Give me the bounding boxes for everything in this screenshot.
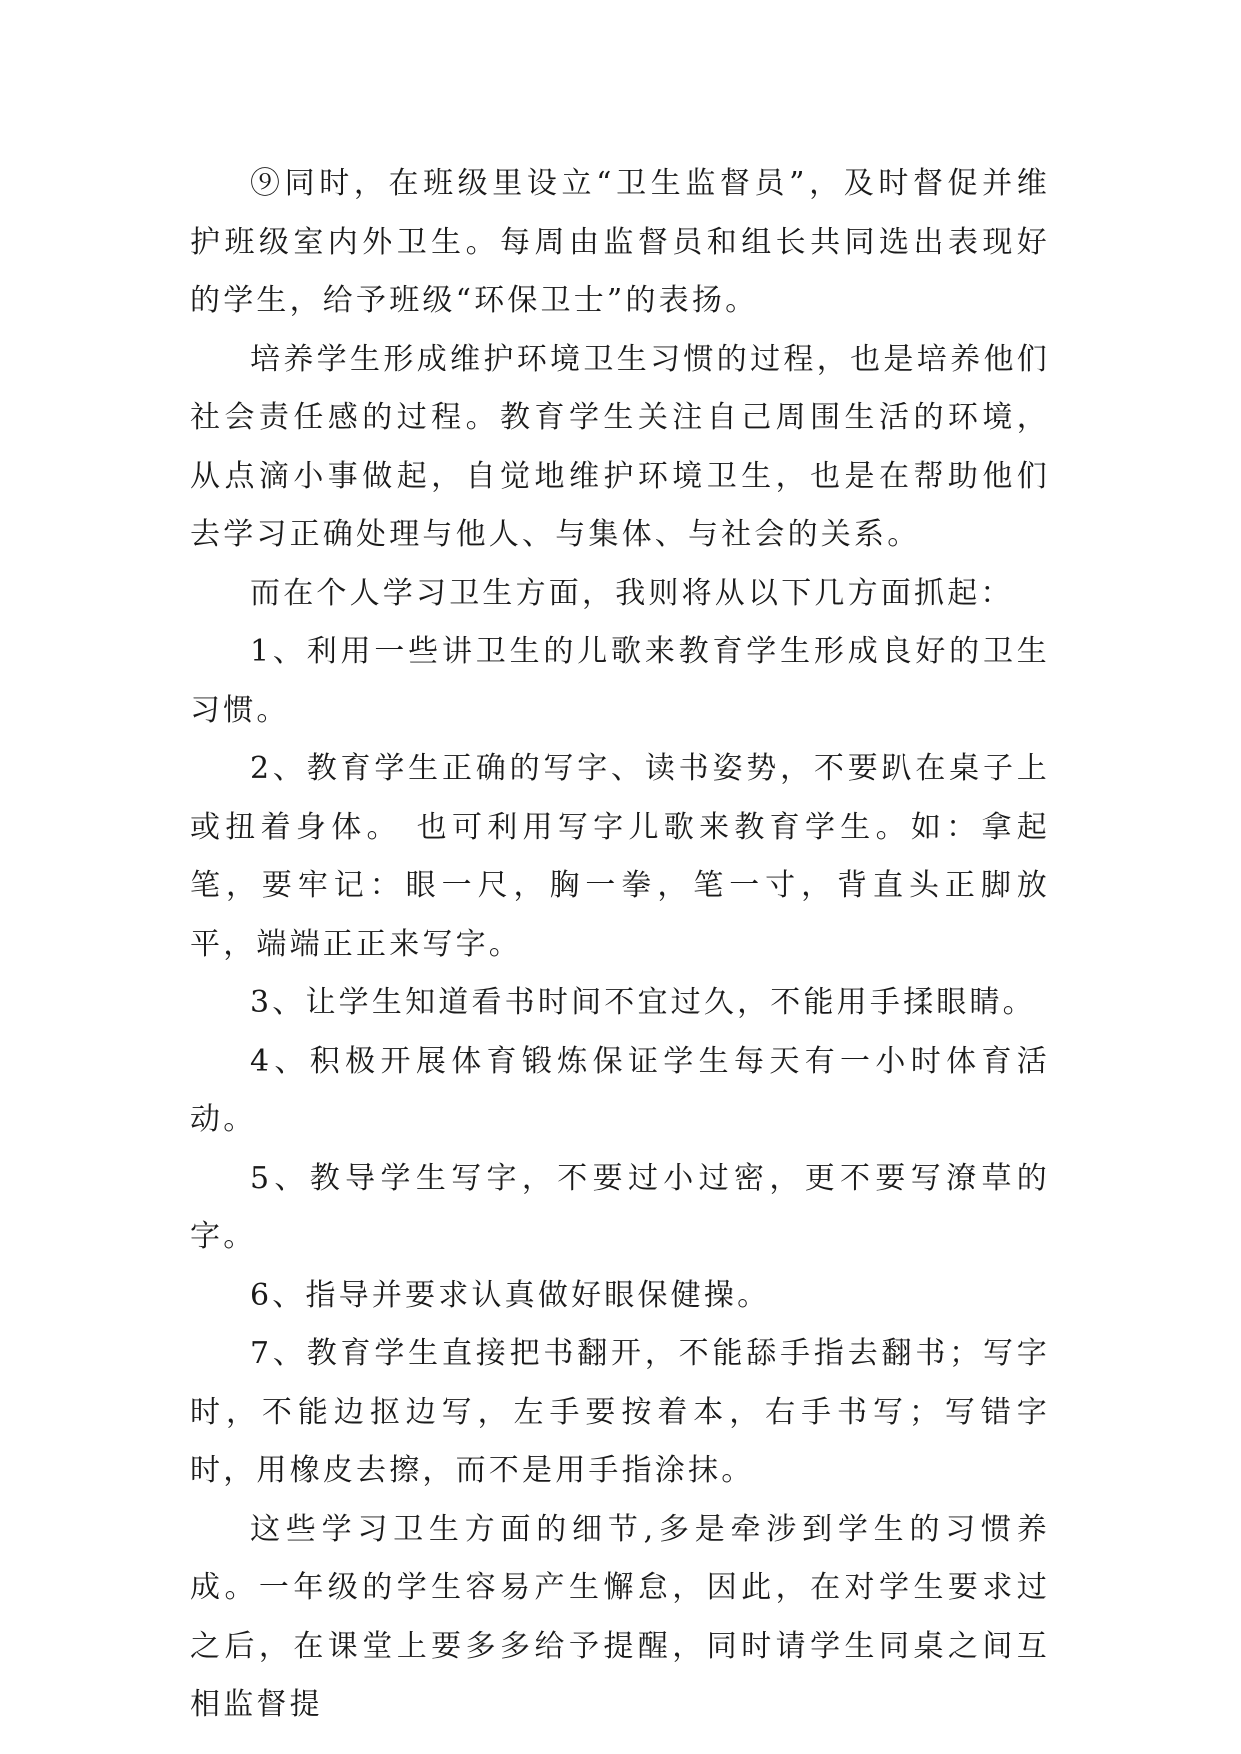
paragraph-habit-formation: 这些学习卫生方面的细节,多是牵涉到学生的习惯养成。一年级的学生容易产生懈怠，因此，在对学生要求过之后，在课堂上要多多给予提醒，同时请学生同桌之间互相监督提 <box>190 1511 1050 1722</box>
document-body <box>190 155 1050 1735</box>
list-item-3: 3、让学生知道看书时间不宜过久，不能用手揉眼睛。 <box>250 985 1036 1020</box>
paragraph-hygiene-monitor: ⑨同时，在班级里设立“卫生监督员”，及时督促并维护班级室内外卫生。每周由监督员和组长共同选出表现好的学生，给予班级“环保卫士”的表扬。 <box>190 166 1050 318</box>
paragraph-social-responsibility: 培养学生形成维护环境卫生习惯的过程，也是培养他们社会责任感的过程。教育学生关注自己周围生活的环境，从点滴小事做起，自觉地维护环境卫生，也是在帮助他们去学习正确处理与他人、与集体、与社会的关系。 <box>190 341 1050 552</box>
paragraph-personal-hygiene-intro: 而在个人学习卫生方面，我则将从以下几方面抓起： <box>250 575 1014 611</box>
list-item-5: 5、教导学生写字，不要过小过密，更不要写潦草的字。 <box>190 1160 1050 1254</box>
list-item-6: 6、指导并要求认真做好眼保健操。 <box>250 1277 771 1313</box>
list-item-1: 1、利用一些讲卫生的儿歌来教育学生形成良好的卫生习惯。 <box>190 634 1050 728</box>
list-item-2: 2、教育学生正确的写字、读书姿势，不要趴在桌子上或扭着身体。 也可利用写字儿歌来教育学生。如：拿起笔，要牢记：眼一尺，胸一拳，笔一寸，背直头正脚放平，端端正正来写字。 <box>190 751 1050 962</box>
list-item-4: 4、积极开展体育锻炼保证学生每天有一小时体育活动。 <box>190 1043 1050 1137</box>
list-item-7: 7、教育学生直接把书翻开，不能舔手指去翻书；写字时，不能边抠边写，左手要按着本，右手书写；写错字时，用橡皮去擦，而不是用手指涂抹。 <box>190 1336 1050 1488</box>
